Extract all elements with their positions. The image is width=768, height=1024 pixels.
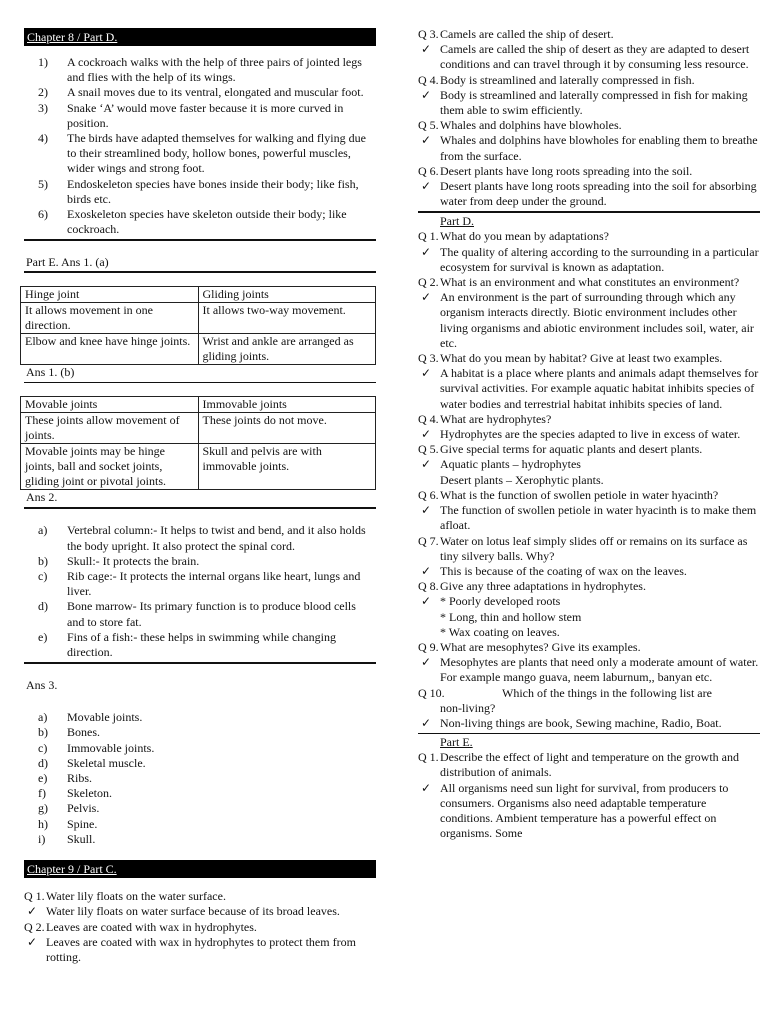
question-number: Q 2. xyxy=(24,919,45,934)
question xyxy=(418,640,760,655)
answer xyxy=(418,716,760,731)
list-item xyxy=(24,523,376,553)
list-item-text: A cockroach walks with the help of three pairs of jointed legs and flies with the help of its wings. xyxy=(67,55,362,85)
question-text: What do you mean by adaptations? xyxy=(440,229,609,244)
question xyxy=(418,229,760,244)
list-marker: f) xyxy=(38,786,46,801)
question xyxy=(418,534,760,564)
list-marker: b) xyxy=(38,725,48,740)
divider-rule xyxy=(24,271,376,273)
list-marker: i) xyxy=(38,831,46,846)
divider-rule xyxy=(418,733,760,734)
check-mark-icon: ✓ xyxy=(421,594,432,609)
list-item-text: Endoskeleton species have bones inside their body; like fish, birds etc. xyxy=(67,176,359,206)
divider-rule xyxy=(24,507,376,509)
check-mark-icon: ✓ xyxy=(421,780,432,795)
question-number: Q 3. xyxy=(418,27,439,41)
list-item-text: Skeletal muscle. xyxy=(67,755,146,770)
table-cell: Movable joints xyxy=(21,397,199,413)
check-mark-icon: ✓ xyxy=(421,366,432,381)
list-item-text: Spine. xyxy=(67,816,98,831)
answer-text: A habitat is a place where plants and animals adapt themselves for survival activities. For example aquatic habitat inhibits species of water bodies and terrestrial habitat inhibits species of land. xyxy=(440,366,759,411)
answer xyxy=(418,245,760,275)
question xyxy=(418,351,760,366)
question-number: Q 7. xyxy=(418,533,439,548)
table-cell: These joints allow movement of joints. xyxy=(21,413,199,444)
table-cell: It allows two-way movement. xyxy=(198,303,376,334)
answer xyxy=(24,935,376,965)
list-item-text: Skeleton. xyxy=(67,786,112,801)
list-item-text: Movable joints. xyxy=(67,710,143,725)
question xyxy=(418,412,760,427)
answer xyxy=(418,503,760,533)
answer xyxy=(24,904,376,919)
question-answer-list xyxy=(24,889,376,965)
answer-text: The quality of altering according to the surrounding in a particular ecosystem for survival is known as adaptation. xyxy=(440,244,759,274)
section-subheading: Part E. xyxy=(440,735,473,750)
list-item xyxy=(24,554,376,569)
list-item xyxy=(24,599,376,629)
list-item-text: Bones. xyxy=(67,725,100,740)
answer xyxy=(418,42,760,72)
list-item xyxy=(24,786,376,801)
question-text: Describe the effect of light and temperature on the growth and distribution of animals. xyxy=(440,750,739,780)
question-text: What is the function of swollen petiole in water hyacinth? xyxy=(440,487,719,502)
list-item xyxy=(24,101,376,131)
list-marker: 4) xyxy=(38,131,48,146)
section-subheading: Part D. xyxy=(440,214,474,229)
list-item xyxy=(24,85,376,100)
list-marker: 3) xyxy=(38,100,48,115)
answer-text: * Poorly developed roots xyxy=(440,594,561,609)
question-text: What is an environment and what constitutes an environment? xyxy=(440,275,740,290)
answer-text: Camels are called the ship of desert as they are adapted to desert conditions and can travel through it by consuming less resource. xyxy=(440,42,750,72)
list-marker: d) xyxy=(38,755,48,770)
check-mark-icon: ✓ xyxy=(27,934,38,949)
table-row xyxy=(21,287,376,303)
question-text: Body is streamlined and laterally compressed in fish. xyxy=(440,72,695,87)
list-item-text: Vertebral column:- It helps to twist and bend, and it also holds the body upright. It also protect the spinal cord. xyxy=(67,523,366,553)
question xyxy=(418,442,760,457)
list-marker: 5) xyxy=(38,176,48,191)
list-marker: 2) xyxy=(38,85,48,100)
table-row xyxy=(21,303,376,334)
list-item-text: A snail moves due to its ventral, elongated and muscular foot. xyxy=(67,85,364,100)
answer-text: Water lily floats on water surface because of its broad leaves. xyxy=(46,904,340,919)
question-number: Q 2. xyxy=(418,275,439,290)
question-text: What are hydrophytes? xyxy=(440,411,552,426)
question-number: Q 9. xyxy=(418,639,439,654)
list-item xyxy=(24,801,376,816)
list-marker: h) xyxy=(38,816,48,831)
list-item xyxy=(24,725,376,740)
list-item xyxy=(24,817,376,832)
answer-text: Non-living things are book, Sewing machine, Radio, Boat. xyxy=(440,715,722,730)
list-item-text: Snake ‘A’ would move faster because it is more curved in position. xyxy=(67,100,344,130)
check-mark-icon: ✓ xyxy=(421,244,432,259)
question-answer-list xyxy=(418,229,760,731)
answer xyxy=(418,655,760,685)
list-item xyxy=(24,832,376,847)
section-heading: Ans 1. (b) xyxy=(26,365,75,380)
check-mark-icon: ✓ xyxy=(421,427,432,442)
question-text: What are mesophytes? Give its examples. xyxy=(440,639,641,654)
question-answer-list xyxy=(418,750,760,841)
list-marker: g) xyxy=(38,801,48,816)
table-cell: Wrist and ankle are arranged as gliding joints. xyxy=(198,334,376,365)
list-item-text: Immovable joints. xyxy=(67,740,155,755)
list-item-text: Skull:- It protects the brain. xyxy=(67,553,200,568)
question xyxy=(418,686,760,716)
question xyxy=(418,164,760,179)
check-mark-icon: ✓ xyxy=(421,290,432,305)
table-row xyxy=(21,397,376,413)
answer-text: Desert plants have long roots spreading into the soil for absorbing water from deep under the ground. xyxy=(440,179,757,209)
question-answer-list xyxy=(418,27,760,209)
table-row xyxy=(21,334,376,365)
divider-rule xyxy=(24,382,376,383)
list-item xyxy=(24,207,376,237)
answer-text: An environment is the part of surrounding through which any organism interacts directly. Biotic environment includes other living organisms and abiotic environment includes soil, water, air etc. xyxy=(440,290,754,350)
list-marker: c) xyxy=(38,740,48,755)
table-cell: Gliding joints xyxy=(198,287,376,303)
answer xyxy=(418,366,760,412)
list-item-text: Exoskeleton species have skeleton outside their body; like cockroach. xyxy=(67,207,347,237)
answer-text: Whales and dolphins have blowholes for enabling them to breathe from the surface. xyxy=(440,133,758,163)
answer-text: Mesophytes are plants that need only a moderate amount of water. For example mango guava, neem laburnum,, banyan etc. xyxy=(440,655,759,685)
divider-rule xyxy=(418,211,760,213)
answer-text: Aquatic plants – hydrophytes xyxy=(440,457,581,472)
question-number: Q 1. xyxy=(418,229,439,244)
question-number: Q 6. xyxy=(418,487,439,502)
question-number: Q 10. xyxy=(418,685,445,700)
answer-text: * Wax coating on leaves. xyxy=(440,624,560,639)
answer-text: Hydrophytes are the species adapted to live in excess of water. xyxy=(440,427,741,442)
table-cell: These joints do not move. xyxy=(198,413,376,444)
answer xyxy=(418,88,760,118)
question-text: Give any three adaptations in hydrophytes. xyxy=(440,579,646,594)
list-item-text: Rib cage:- It protects the internal organs like heart, lungs and liver. xyxy=(67,569,361,599)
list-item xyxy=(24,569,376,599)
check-mark-icon: ✓ xyxy=(421,457,432,472)
table-row xyxy=(21,444,376,490)
question-text: Whales and dolphins have blowholes. xyxy=(440,118,622,133)
answer-list xyxy=(24,710,376,847)
check-mark-icon: ✓ xyxy=(421,503,432,518)
answer-list xyxy=(24,55,376,237)
question-number: Q 8. xyxy=(418,579,439,594)
section-heading: Ans 3. xyxy=(26,678,58,693)
check-mark-icon: ✓ xyxy=(421,715,432,730)
question xyxy=(418,118,760,133)
question xyxy=(418,488,760,503)
question-text: Which of the things in the following list are xyxy=(502,685,712,700)
check-mark-icon: ✓ xyxy=(421,133,432,148)
list-item-text: Ribs. xyxy=(67,771,93,786)
answer xyxy=(418,457,760,487)
comparison-table xyxy=(20,396,376,490)
list-item-text: The birds have adapted themselves for walking and flying due to their streamlined body, hollow bones, powerful muscles, wider wings and strong foot. xyxy=(67,131,366,176)
question-text: Give special terms for aquatic plants and desert plants. xyxy=(440,442,703,457)
section-heading: Ans 2. xyxy=(26,490,58,505)
question-text: Water lily floats on the water surface. xyxy=(46,889,226,904)
divider-rule xyxy=(24,662,376,664)
left-column xyxy=(24,0,376,965)
table-cell: Movable joints may be hinge joints, ball and socket joints, gliding joint or pivotal joints. xyxy=(21,444,199,490)
question-number: Q 1. xyxy=(24,889,45,904)
answer xyxy=(418,564,760,579)
list-marker: a) xyxy=(38,523,48,538)
answer-text: All organisms need sun light for survival, from producers to consumers. Organisms also need adaptable temperature conditions. Ambient temperature has a powerful effect on organisms. Some xyxy=(440,780,729,841)
answer xyxy=(418,179,760,209)
right-column xyxy=(418,27,760,841)
list-item xyxy=(24,741,376,756)
table-cell: Skull and pelvis are with immovable joints. xyxy=(198,444,376,490)
chapter-header: Chapter 8 / Part D. xyxy=(24,28,376,46)
list-item xyxy=(24,55,376,85)
question-text: Leaves are coated with wax in hydrophytes. xyxy=(46,919,257,934)
question-number: Q 4. xyxy=(418,411,439,426)
answer-text: This is because of the coating of wax on the leaves. xyxy=(440,563,687,578)
list-marker: e) xyxy=(38,771,48,786)
table-cell: Hinge joint xyxy=(21,287,199,303)
list-marker: e) xyxy=(38,629,48,644)
answer-text: Desert plants – Xerophytic plants. xyxy=(440,472,604,487)
list-item xyxy=(24,771,376,786)
list-item xyxy=(24,630,376,660)
check-mark-icon: ✓ xyxy=(421,42,432,57)
comparison-table xyxy=(20,286,376,365)
answer-text: * Long, thin and hollow stem xyxy=(440,609,582,624)
answer xyxy=(418,781,760,842)
question-number: Q 5. xyxy=(418,118,439,133)
answer xyxy=(418,133,760,163)
question xyxy=(418,27,760,42)
check-mark-icon: ✓ xyxy=(421,179,432,194)
question-number: Q 5. xyxy=(418,442,439,457)
question xyxy=(418,275,760,290)
list-item xyxy=(24,131,376,177)
question-text: Desert plants have long roots spreading into the soil. xyxy=(440,163,693,178)
list-item-text: Pelvis. xyxy=(67,801,100,816)
list-marker: a) xyxy=(38,710,48,725)
table-row xyxy=(21,413,376,444)
question xyxy=(24,889,376,904)
question-number: Q 6. xyxy=(418,163,439,178)
question xyxy=(418,579,760,594)
question-text: What do you mean by habitat? Give at least two examples. xyxy=(440,351,723,366)
list-item xyxy=(24,177,376,207)
answer-text: Leaves are coated with wax in hydrophytes to protect them from rotting. xyxy=(46,934,356,964)
list-item-text: Bone marrow- Its primary function is to produce blood cells and to store fat. xyxy=(67,599,356,629)
check-mark-icon: ✓ xyxy=(421,87,432,102)
question-number: Q 3. xyxy=(418,351,439,366)
question xyxy=(418,73,760,88)
check-mark-icon: ✓ xyxy=(27,904,38,919)
list-marker: 1) xyxy=(38,55,48,69)
answer-list xyxy=(24,523,376,660)
question-number: Q 4. xyxy=(418,72,439,87)
question xyxy=(418,750,760,780)
list-marker: b) xyxy=(38,553,48,568)
list-item-text: Skull. xyxy=(67,831,96,846)
list-item-text: Fins of a fish:- these helps in swimming while changing direction. xyxy=(67,629,336,660)
question-text: non-living? xyxy=(440,700,496,715)
table-cell: Immovable joints xyxy=(198,397,376,413)
list-marker: 6) xyxy=(38,207,48,222)
answer xyxy=(418,290,760,351)
answer xyxy=(418,594,760,640)
table-cell: It allows movement in one direction. xyxy=(21,303,199,334)
check-mark-icon: ✓ xyxy=(421,655,432,670)
list-item xyxy=(24,710,376,725)
chapter-header: Chapter 9 / Part C. xyxy=(24,860,376,878)
list-marker: c) xyxy=(38,569,48,584)
table-cell: Elbow and knee have hinge joints. xyxy=(21,334,199,365)
answer xyxy=(418,427,760,442)
list-marker: d) xyxy=(38,599,48,614)
question-number: Q 1. xyxy=(418,750,439,765)
check-mark-icon: ✓ xyxy=(421,563,432,578)
question-text: Camels are called the ship of desert. xyxy=(440,27,614,41)
section-heading: Part E. Ans 1. (a) xyxy=(26,255,109,270)
divider-rule xyxy=(24,239,376,241)
question xyxy=(24,920,376,935)
answer-text: The function of swollen petiole in water hyacinth is to make them afloat. xyxy=(440,503,757,533)
answer-text: Body is streamlined and laterally compressed in fish for making them able to swim efficiently. xyxy=(440,87,748,118)
question-text: Water on lotus leaf simply slides off or remains on its surface as tiny silvery balls. Why? xyxy=(440,533,748,563)
list-item xyxy=(24,756,376,771)
